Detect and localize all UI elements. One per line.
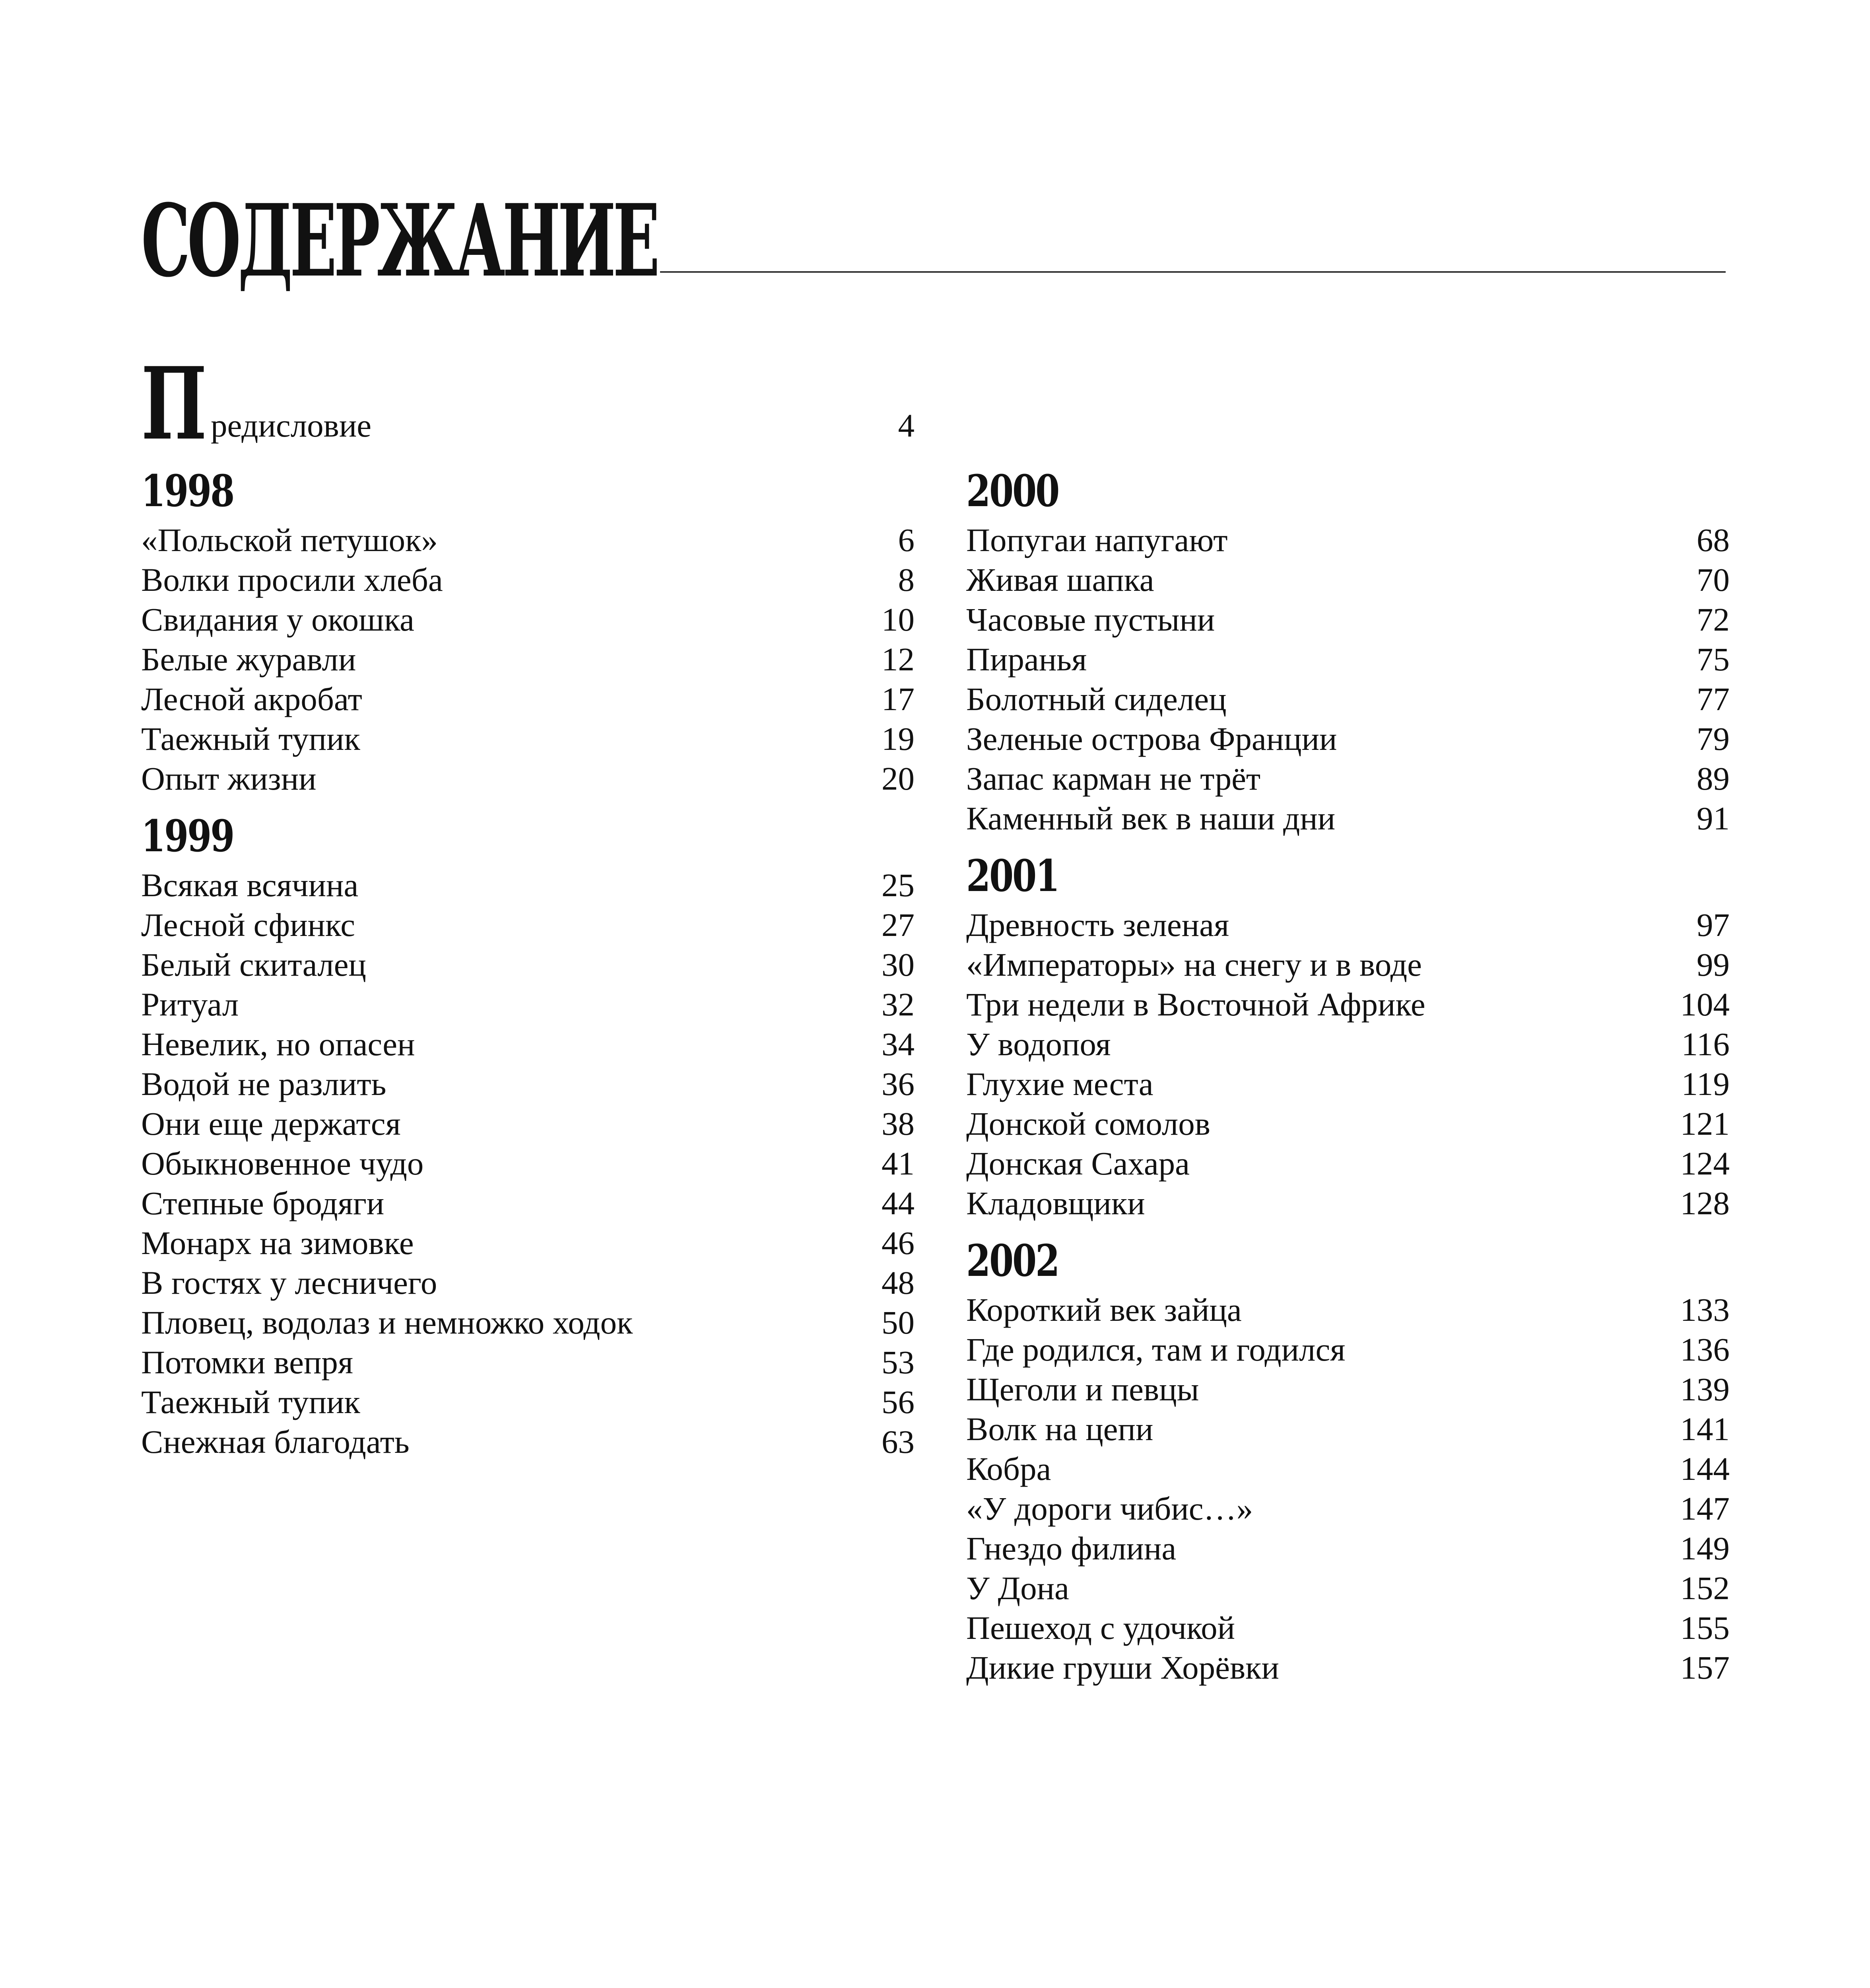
toc-entry-title: Водой не разлить — [141, 1066, 386, 1102]
toc-entry-page: 20 — [882, 760, 915, 797]
toc-entry[interactable] — [966, 1024, 1730, 1064]
toc-entry-title: Снежная благодать — [141, 1423, 410, 1460]
drop-cap-initial: П — [141, 345, 207, 462]
toc-entry-title: Пешеход с удочкой — [966, 1609, 1235, 1646]
toc-entry[interactable] — [141, 1422, 915, 1462]
page-title: СОДЕРЖАНИЕ — [141, 182, 657, 299]
toc-entry-page: 139 — [1680, 1371, 1730, 1408]
toc-entry[interactable] — [966, 1608, 1730, 1648]
toc-entry[interactable] — [966, 1064, 1730, 1104]
toc-entry[interactable] — [966, 560, 1730, 600]
toc-entry-title: У водопоя — [966, 1026, 1111, 1062]
year-heading: 1999 — [141, 810, 234, 862]
toc-entry-title: Кобра — [966, 1450, 1051, 1487]
toc-entry-title: Ритуал — [141, 986, 239, 1023]
toc-entry[interactable] — [141, 1342, 915, 1382]
toc-entry-page: 63 — [882, 1423, 915, 1460]
toc-entry-page: 141 — [1680, 1411, 1730, 1447]
toc-entry-page: 116 — [1681, 1026, 1730, 1062]
toc-entry[interactable] — [966, 1489, 1730, 1528]
toc-entry[interactable] — [141, 1183, 915, 1223]
toc-entry[interactable] — [966, 1528, 1730, 1568]
year-heading: 2001 — [966, 850, 1059, 901]
toc-entry-title: Степные бродяги — [141, 1185, 384, 1221]
toc-entry-title: Волк на цепи — [966, 1411, 1153, 1447]
toc-entry[interactable] — [141, 520, 915, 560]
toc-entry-page: 8 — [898, 561, 915, 598]
toc-entry-page: 128 — [1680, 1185, 1730, 1221]
toc-entry[interactable] — [141, 759, 915, 798]
toc-entry-title: Пловец, водолаз и немножко ходок — [141, 1304, 633, 1341]
toc-entry-title: Короткий век зайца — [966, 1291, 1242, 1328]
toc-entry-title: Всякая всячина — [141, 867, 359, 903]
toc-entry-title: Опыт жизни — [141, 760, 317, 797]
toc-entry-page: 79 — [1697, 720, 1730, 757]
toc-entry[interactable] — [141, 679, 915, 719]
toc-entry[interactable] — [966, 1183, 1730, 1223]
toc-entry[interactable] — [141, 600, 915, 639]
toc-entry-title: «Императоры» на снегу и в воде — [966, 946, 1422, 983]
title-rule — [660, 271, 1726, 273]
year-heading: 2000 — [966, 465, 1059, 516]
toc-entry-page: 34 — [882, 1026, 915, 1062]
toc-entry-title: Они еще держатся — [141, 1105, 401, 1142]
toc-entry-page: 48 — [882, 1264, 915, 1301]
toc-entry-page: 155 — [1680, 1609, 1730, 1646]
toc-entry-page: 75 — [1697, 641, 1730, 678]
toc-entry[interactable] — [141, 560, 915, 600]
toc-entry-title: Щеголи и певцы — [966, 1371, 1199, 1408]
toc-entry[interactable] — [141, 1223, 915, 1263]
toc-entry-title: Невелик, но опасен — [141, 1026, 415, 1062]
toc-entry[interactable] — [966, 1449, 1730, 1489]
toc-entry-page: 32 — [882, 986, 915, 1023]
toc-entry-title: «У дороги чибис…» — [966, 1490, 1253, 1527]
toc-entry[interactable] — [141, 1024, 915, 1064]
toc-entry-page: 68 — [1697, 522, 1730, 558]
year-heading: 2002 — [966, 1235, 1059, 1286]
toc-entry[interactable] — [966, 905, 1730, 945]
toc-entry-page: 121 — [1680, 1105, 1730, 1142]
toc-entry-title: Белый скиталец — [141, 946, 366, 983]
toc-entry[interactable] — [966, 1290, 1730, 1330]
toc-entry[interactable] — [966, 719, 1730, 759]
toc-entry[interactable] — [141, 984, 915, 1024]
toc-entry-title: Таежный тупик — [141, 720, 360, 757]
toc-entry-title: Где родился, там и годился — [966, 1331, 1346, 1368]
toc-entry-page: 12 — [882, 641, 915, 678]
toc-entry-page: 124 — [1680, 1145, 1730, 1182]
toc-entry-page: 157 — [1680, 1649, 1730, 1686]
toc-entry-page: 70 — [1697, 561, 1730, 598]
toc-entry-title: Живая шапка — [966, 561, 1154, 598]
toc-entry-page: 144 — [1680, 1450, 1730, 1487]
toc-entry-page: 19 — [882, 720, 915, 757]
toc-entry-title: Обыкновенное чудо — [141, 1145, 424, 1182]
toc-entry-page: 27 — [882, 907, 915, 943]
toc-entry-page: 30 — [882, 946, 915, 983]
toc-entry-page: 4 — [898, 407, 915, 444]
toc-entry[interactable] — [141, 639, 915, 679]
toc-entry-title: Дикие груши Хорёвки — [966, 1649, 1279, 1686]
toc-entry[interactable] — [966, 520, 1730, 560]
toc-entry-page: 10 — [882, 601, 915, 638]
toc-entry-page: 38 — [882, 1105, 915, 1142]
toc-entry-page: 25 — [882, 867, 915, 903]
toc-entry-page: 50 — [882, 1304, 915, 1341]
toc-entry-title: Три недели в Восточной Африке — [966, 986, 1425, 1023]
toc-entry[interactable] — [966, 639, 1730, 679]
toc-entry[interactable] — [966, 798, 1730, 838]
toc-entry-page: 91 — [1697, 800, 1730, 837]
toc-entry-page: 41 — [882, 1145, 915, 1182]
toc-entry-title: Белые журавли — [141, 641, 356, 678]
year-heading: 1998 — [141, 465, 234, 516]
toc-entry[interactable] — [141, 1104, 915, 1143]
toc-entry[interactable] — [966, 1143, 1730, 1183]
toc-entry-page: 36 — [882, 1066, 915, 1102]
toc-entry-title: Глухие места — [966, 1066, 1153, 1102]
toc-entry[interactable] — [966, 600, 1730, 639]
toc-entry[interactable] — [141, 1263, 915, 1303]
toc-entry-page: 133 — [1680, 1291, 1730, 1328]
toc-entry-title: Каменный век в наши дни — [966, 800, 1336, 837]
toc-entry-page: 152 — [1680, 1570, 1730, 1606]
toc-entry-page: 97 — [1697, 907, 1730, 943]
toc-entry[interactable] — [141, 719, 915, 759]
toc-entry-page: 17 — [882, 681, 915, 717]
toc-entry-preface[interactable] — [141, 345, 915, 462]
toc-entry-title: Свидания у окошка — [141, 601, 414, 638]
toc-entry[interactable] — [141, 905, 915, 945]
toc-entry-title: Запас карман не трёт — [966, 760, 1261, 797]
toc-entry-title: Потомки вепря — [141, 1344, 353, 1380]
toc-entry-title: Донская Сахара — [966, 1145, 1190, 1182]
toc-entry-title: В гостях у лесничего — [141, 1264, 437, 1301]
toc-entry-page: 56 — [882, 1384, 915, 1420]
toc-entry[interactable] — [966, 679, 1730, 719]
toc-entry-title: У Дона — [966, 1570, 1069, 1606]
toc-entry-page: 136 — [1680, 1331, 1730, 1368]
toc-entry-title: Часовые пустыни — [966, 601, 1215, 638]
toc-entry-page: 147 — [1680, 1490, 1730, 1527]
toc-entry[interactable] — [141, 865, 915, 905]
toc-entry-page: 72 — [1697, 601, 1730, 638]
toc-entry-title: «Польской петушок» — [141, 522, 438, 558]
toc-entry-page: 77 — [1697, 681, 1730, 717]
toc-entry-title: Кладовщики — [966, 1185, 1145, 1221]
toc-entry[interactable] — [966, 1369, 1730, 1409]
toc-entry-page: 149 — [1680, 1530, 1730, 1567]
toc-entry-page: 99 — [1697, 946, 1730, 983]
toc-entry-page: 53 — [882, 1344, 915, 1380]
toc-entry-page: 46 — [882, 1225, 915, 1261]
toc-entry-title: Зеленые острова Франции — [966, 720, 1337, 757]
toc-entry[interactable] — [966, 1568, 1730, 1608]
toc-entry-page: 44 — [882, 1185, 915, 1221]
toc-entry[interactable] — [141, 945, 915, 984]
toc-entry-title: Попугаи напугают — [966, 522, 1228, 558]
toc-entry-title: Древность зеленая — [966, 907, 1229, 943]
toc-entry-title: Волки просили хлеба — [141, 561, 443, 598]
toc-entry[interactable] — [966, 984, 1730, 1024]
toc-entry-title: Лесной сфинкс — [141, 907, 355, 943]
toc-entry-page: 6 — [898, 522, 915, 558]
toc-entry-title: Пиранья — [966, 641, 1087, 678]
toc-entry-page: 119 — [1681, 1066, 1730, 1102]
toc-entry[interactable] — [966, 945, 1730, 984]
toc-entry[interactable] — [966, 1409, 1730, 1449]
toc-entry[interactable] — [141, 1382, 915, 1422]
toc-entry-page: 89 — [1697, 760, 1730, 797]
toc-entry[interactable] — [966, 1330, 1730, 1369]
toc-entry[interactable] — [966, 759, 1730, 798]
toc-entry[interactable] — [141, 1143, 915, 1183]
toc-entry-title: Болотный сиделец — [966, 681, 1227, 717]
toc-entry-title: Донской сомолов — [966, 1105, 1210, 1142]
toc-entry[interactable] — [141, 1064, 915, 1104]
toc-entry-title: Таежный тупик — [141, 1384, 360, 1420]
toc-entry-title: Монарх на зимовке — [141, 1225, 414, 1261]
toc-entry[interactable] — [141, 1303, 915, 1342]
toc-entry-page: 104 — [1680, 986, 1730, 1023]
toc-entry-title: Лесной акробат — [141, 681, 362, 717]
toc-entry[interactable] — [966, 1648, 1730, 1687]
toc-entry-title: редисловие — [211, 407, 372, 444]
toc-entry-title: Гнездо филина — [966, 1530, 1177, 1567]
toc-entry[interactable] — [966, 1104, 1730, 1143]
